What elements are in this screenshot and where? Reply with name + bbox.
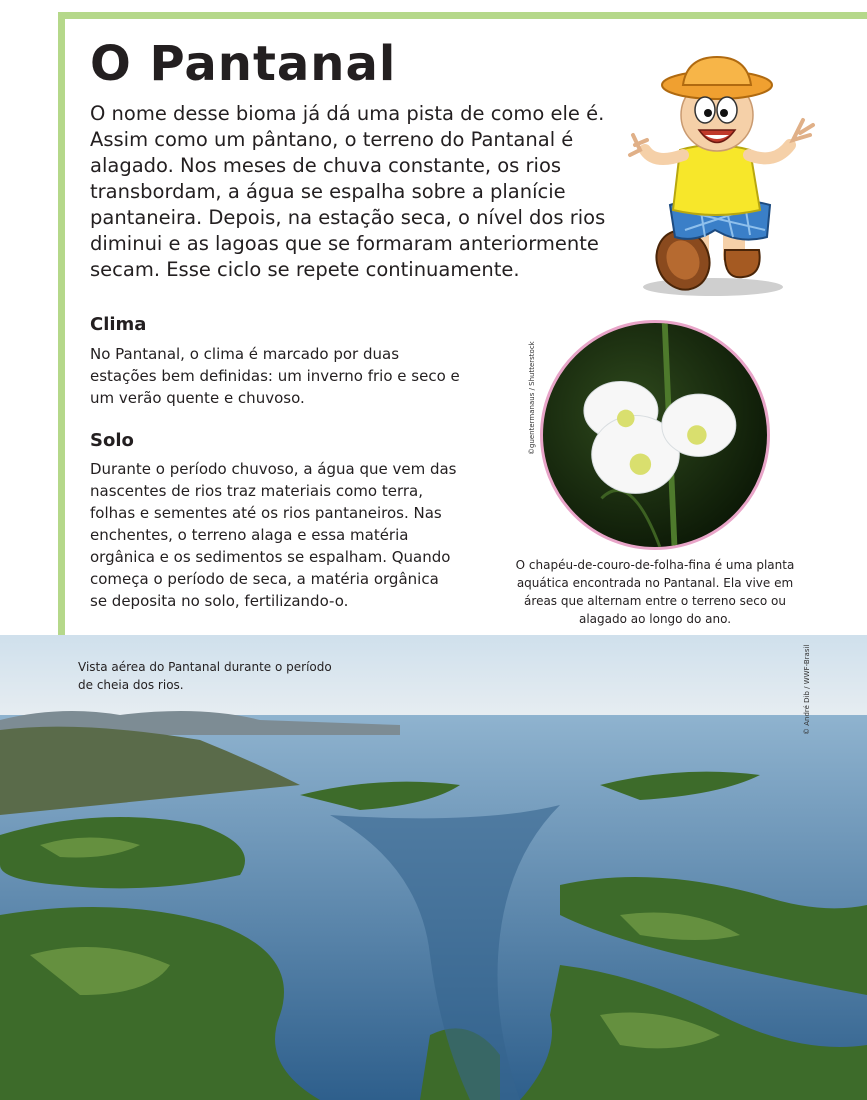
page-title: O Pantanal (90, 36, 397, 92)
intro-paragraph: O nome desse bioma já dá uma pista de como ele é. Assim como um pântano, o terreno do Pantanal é alagado. Nos meses de chuva constante, os rios transbordam, a água se espalha sobre a planície pantaneira. Depois, na estação seca, o nível dos rios diminui e as lagoas que se formaram anteriormente secam. Esse ciclo se repete continuamente. (90, 102, 606, 281)
aerial-photo (0, 635, 867, 1100)
aerial-image (0, 635, 867, 1100)
flower-image (543, 323, 767, 547)
aerial-photo-caption: Vista aérea do Pantanal durante o período de cheia dos rios. (78, 660, 332, 692)
flower-photo (540, 320, 770, 550)
section-heading-clima: Clima (90, 314, 147, 335)
section-text-solo: Durante o período chuvoso, a água que vem das nascentes de rios traz materiais como terra, folhas e sementes até os rios pantaneiros. Nas enchentes, o terreno alaga e essa matéria orgânica e os sedimentos se espalham. Quando começa o período de seca, a matéria orgânica se deposita no solo, fertilizando-o. (90, 460, 457, 610)
section-text-clima: No Pantanal, o clima é marcado por duas estações bem definidas: um inverno frio e seco e um verão quente e chuvoso. (90, 345, 460, 407)
flower-photo-caption: O chapéu-de-couro-de-folha-fina é uma planta aquática encontrada no Pantanal. Ela vive em áreas que alternam entre o terreno seco ou alagado ao longo do ano. (515, 558, 795, 626)
aerial-photo-credit: © André Dib / WWF-Brasil (803, 644, 811, 735)
section-heading-solo: Solo (90, 430, 134, 451)
boy-character-illustration (625, 55, 820, 300)
flower-photo-credit: ©guentermanaus / Shutterstock (528, 341, 536, 455)
